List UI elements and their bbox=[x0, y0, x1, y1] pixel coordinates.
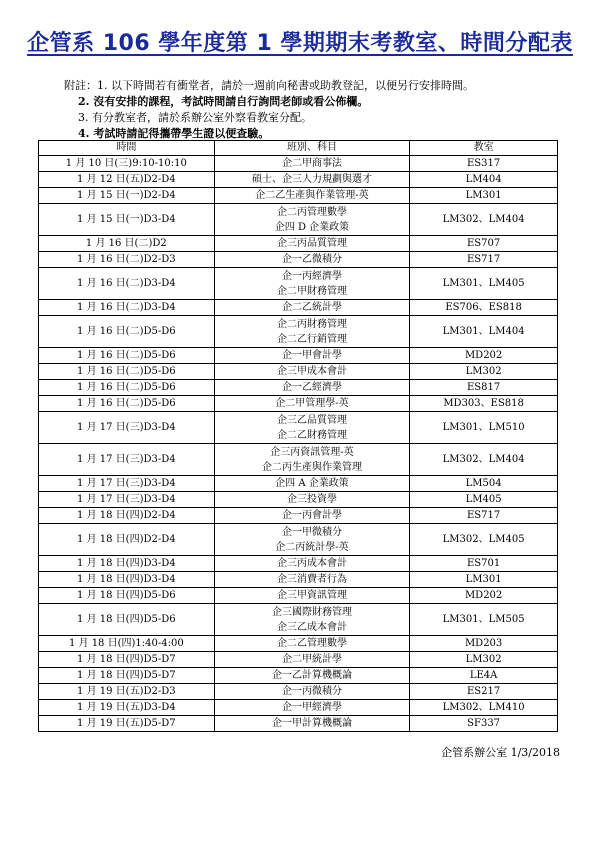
header-room: 教室 bbox=[410, 141, 558, 156]
exam-room: LM302 bbox=[410, 652, 558, 668]
class-subject bbox=[214, 348, 410, 364]
table-row bbox=[39, 412, 558, 444]
exam-time: 1 月 16 日(二)D2 bbox=[39, 236, 215, 252]
exam-time: 1 月 16 日(二)D5-D6 bbox=[39, 396, 215, 412]
exam-room: LM301、LM510 bbox=[410, 412, 558, 444]
class-subject bbox=[214, 364, 410, 380]
table-row bbox=[39, 716, 558, 732]
exam-room: ES317 bbox=[410, 156, 558, 172]
footer-office-date: 企管系辦公室 1/3/2018 bbox=[441, 746, 560, 759]
class-subject-line: 企二丙生產與作業管理 bbox=[261, 461, 362, 473]
note-3: 3. 有分教室者，請於系辦公室外察看教室分配。 bbox=[78, 111, 312, 124]
table-row bbox=[39, 524, 558, 556]
exam-time: 1 月 17 日(三)D3-D4 bbox=[39, 412, 215, 444]
exam-room: LM302、LM404 bbox=[410, 204, 558, 236]
class-subject bbox=[214, 652, 410, 668]
class-subject bbox=[214, 492, 410, 508]
class-subject bbox=[214, 700, 410, 716]
page-title: 企管系 106 學年度第 1 學期期末考教室、時間分配表 bbox=[27, 31, 573, 56]
exam-room: MD303、ES818 bbox=[410, 396, 558, 412]
table-row bbox=[39, 476, 558, 492]
class-subject bbox=[214, 204, 410, 236]
class-subject-line: 企三甲成本會計 bbox=[276, 366, 347, 377]
table-row bbox=[39, 508, 558, 524]
exam-time: 1 月 17 日(三)D3-D4 bbox=[39, 492, 215, 508]
class-subject-line: 企二丙統計學-英 bbox=[275, 541, 349, 553]
class-subject bbox=[214, 524, 410, 556]
exam-room: SF337 bbox=[410, 716, 558, 732]
class-subject-line: 企一乙微積分 bbox=[281, 254, 342, 265]
exam-time: 1 月 10 日(三)9:10-10:10 bbox=[39, 156, 215, 172]
exam-room: MD202 bbox=[410, 588, 558, 604]
class-subject-line: 企二乙管理數學 bbox=[276, 638, 347, 649]
exam-time: 1 月 15 日(一)D3-D4 bbox=[39, 204, 215, 236]
table-row bbox=[39, 572, 558, 588]
table-row bbox=[39, 380, 558, 396]
class-subject-line: 企二丙管理數學 bbox=[276, 206, 347, 218]
class-subject-line: 企三國際財務管理 bbox=[271, 606, 352, 618]
note-2: 2. 沒有安排的課程，考試時間請自行詢問老師或看公佈欄。 bbox=[78, 95, 369, 108]
table-row bbox=[39, 604, 558, 636]
class-subject-line: 企二乙財務管理 bbox=[276, 429, 347, 441]
class-subject-line: 企二甲財務管理 bbox=[276, 285, 347, 297]
exam-time: 1 月 16 日(二)D2-D3 bbox=[39, 252, 215, 268]
class-subject-line: 企一乙經濟學 bbox=[281, 382, 342, 393]
exam-room: LM301、LM404 bbox=[410, 316, 558, 348]
exam-room: ES706、ES818 bbox=[410, 300, 558, 316]
exam-room: LM302、LM410 bbox=[410, 700, 558, 716]
class-subject bbox=[214, 300, 410, 316]
class-subject-line: 企二甲管理學-英 bbox=[275, 398, 349, 409]
class-subject bbox=[214, 252, 410, 268]
exam-room: ES701 bbox=[410, 556, 558, 572]
class-subject-line: 企三丙品質管理 bbox=[276, 238, 347, 249]
class-subject-line: 企一甲經濟學 bbox=[281, 702, 342, 713]
table-body bbox=[39, 156, 558, 732]
class-subject bbox=[214, 316, 410, 348]
exam-room: LM301 bbox=[410, 572, 558, 588]
table-row bbox=[39, 636, 558, 652]
table-row bbox=[39, 396, 558, 412]
exam-time: 1 月 19 日(五)D5-D7 bbox=[39, 716, 215, 732]
exam-time: 1 月 18 日(四)D5-D6 bbox=[39, 604, 215, 636]
exam-room: LM504 bbox=[410, 476, 558, 492]
table-row bbox=[39, 156, 558, 172]
note-1: 附註：1. 以下時間若有衝堂者，請於一週前向秘書或助教登記，以便另行安排時間。 bbox=[64, 79, 474, 92]
exam-room: ES717 bbox=[410, 508, 558, 524]
class-subject-line: 企一乙計算機概論 bbox=[271, 670, 352, 681]
class-subject bbox=[214, 476, 410, 492]
class-subject-line: 企四 A 企業政策 bbox=[275, 478, 349, 489]
exam-time: 1 月 16 日(二)D5-D6 bbox=[39, 380, 215, 396]
exam-room: LE4A bbox=[410, 668, 558, 684]
exam-room: ES817 bbox=[410, 380, 558, 396]
exam-time: 1 月 18 日(四)D2-D4 bbox=[39, 524, 215, 556]
table-row bbox=[39, 188, 558, 204]
table-row bbox=[39, 588, 558, 604]
table-row bbox=[39, 204, 558, 236]
class-subject-line: 企二乙行銷管理 bbox=[276, 333, 347, 345]
exam-room: LM302、LM405 bbox=[410, 524, 558, 556]
exam-time: 1 月 16 日(二)D5-D6 bbox=[39, 316, 215, 348]
exam-room: LM301 bbox=[410, 188, 558, 204]
table-row bbox=[39, 444, 558, 476]
class-subject bbox=[214, 684, 410, 700]
table-row bbox=[39, 652, 558, 668]
exam-time: 1 月 16 日(二)D5-D6 bbox=[39, 348, 215, 364]
class-subject bbox=[214, 572, 410, 588]
notes-section bbox=[64, 78, 474, 142]
exam-time: 1 月 18 日(四)D5-D7 bbox=[39, 668, 215, 684]
class-subject bbox=[214, 172, 410, 188]
exam-room: LM301、LM405 bbox=[410, 268, 558, 300]
class-subject bbox=[214, 236, 410, 252]
class-subject bbox=[214, 412, 410, 444]
note-4: 4. 考試時請記得攜帶學生證以便查驗。 bbox=[78, 127, 270, 140]
class-subject bbox=[214, 380, 410, 396]
table-row bbox=[39, 348, 558, 364]
class-subject-line: 企一甲微積分 bbox=[281, 526, 342, 538]
table-row bbox=[39, 492, 558, 508]
exam-room: LM302 bbox=[410, 364, 558, 380]
exam-room: LM405 bbox=[410, 492, 558, 508]
table-row bbox=[39, 364, 558, 380]
class-subject bbox=[214, 156, 410, 172]
exam-room: LM404 bbox=[410, 172, 558, 188]
table-row bbox=[39, 252, 558, 268]
exam-time: 1 月 18 日(四)1:40-4:00 bbox=[39, 636, 215, 652]
class-subject-line: 企二甲商事法 bbox=[281, 158, 342, 169]
class-subject bbox=[214, 636, 410, 652]
exam-time: 1 月 17 日(三)D3-D4 bbox=[39, 444, 215, 476]
class-subject-line: 企二甲統計學 bbox=[281, 654, 342, 665]
class-subject bbox=[214, 588, 410, 604]
exam-room: LM302、LM404 bbox=[410, 444, 558, 476]
class-subject bbox=[214, 668, 410, 684]
exam-time: 1 月 16 日(二)D3-D4 bbox=[39, 268, 215, 300]
class-subject-line: 企三甲資訊管理 bbox=[276, 590, 347, 601]
class-subject-line: 企四 D 企業政策 bbox=[274, 221, 350, 233]
class-subject bbox=[214, 716, 410, 732]
class-subject-line: 企三投資學 bbox=[286, 494, 337, 505]
class-subject-line: 企二丙財務管理 bbox=[276, 318, 347, 330]
class-subject-line: 企三乙品質管理 bbox=[276, 414, 347, 426]
exam-time: 1 月 16 日(二)D5-D6 bbox=[39, 364, 215, 380]
table-row bbox=[39, 668, 558, 684]
schedule-table bbox=[38, 140, 558, 732]
header-class-subject: 班別、科目 bbox=[214, 141, 410, 156]
class-subject bbox=[214, 508, 410, 524]
table-row bbox=[39, 300, 558, 316]
class-subject bbox=[214, 396, 410, 412]
exam-room: ES707 bbox=[410, 236, 558, 252]
table-row bbox=[39, 700, 558, 716]
exam-time: 1 月 16 日(二)D3-D4 bbox=[39, 300, 215, 316]
exam-time: 1 月 12 日(五)D2-D4 bbox=[39, 172, 215, 188]
exam-room: ES717 bbox=[410, 252, 558, 268]
class-subject bbox=[214, 444, 410, 476]
exam-time: 1 月 18 日(四)D5-D6 bbox=[39, 588, 215, 604]
table-row bbox=[39, 236, 558, 252]
exam-time: 1 月 17 日(三)D3-D4 bbox=[39, 476, 215, 492]
table-row bbox=[39, 316, 558, 348]
class-subject-line: 企三乙成本會計 bbox=[276, 621, 347, 633]
class-subject-line: 企一丙會計學 bbox=[281, 510, 342, 521]
table-row bbox=[39, 556, 558, 572]
class-subject-line: 企一甲會計學 bbox=[281, 350, 342, 361]
exam-room: MD203 bbox=[410, 636, 558, 652]
exam-time: 1 月 19 日(五)D2-D3 bbox=[39, 684, 215, 700]
exam-time: 1 月 18 日(四)D3-D4 bbox=[39, 572, 215, 588]
table-row bbox=[39, 684, 558, 700]
class-subject-line: 企三消費者行為 bbox=[276, 574, 347, 585]
class-subject bbox=[214, 604, 410, 636]
exam-time: 1 月 15 日(一)D2-D4 bbox=[39, 188, 215, 204]
class-subject-line: 企二乙生產與作業管理-英 bbox=[255, 190, 369, 201]
exam-time: 1 月 19 日(五)D3-D4 bbox=[39, 700, 215, 716]
class-subject-line: 企二乙統計學 bbox=[281, 302, 342, 313]
exam-time: 1 月 18 日(四)D5-D7 bbox=[39, 652, 215, 668]
class-subject-line: 企三丙成本會計 bbox=[276, 558, 347, 569]
class-subject bbox=[214, 556, 410, 572]
class-subject bbox=[214, 188, 410, 204]
class-subject-line: 企一甲計算機概論 bbox=[271, 718, 352, 729]
table-row bbox=[39, 268, 558, 300]
exam-time: 1 月 18 日(四)D3-D4 bbox=[39, 556, 215, 572]
exam-room: ES217 bbox=[410, 684, 558, 700]
table-row bbox=[39, 172, 558, 188]
header-time: 時間 bbox=[39, 141, 215, 156]
class-subject-line: 企三丙資訊管理-英 bbox=[270, 446, 354, 458]
class-subject-line: 碩士、企三人力規劃與選才 bbox=[251, 174, 372, 185]
table-header-row bbox=[39, 141, 558, 156]
exam-time: 1 月 18 日(四)D2-D4 bbox=[39, 508, 215, 524]
class-subject bbox=[214, 268, 410, 300]
exam-room: LM301、LM505 bbox=[410, 604, 558, 636]
exam-room: MD202 bbox=[410, 348, 558, 364]
class-subject-line: 企一丙微積分 bbox=[281, 686, 342, 697]
class-subject-line: 企一丙經濟學 bbox=[281, 270, 342, 282]
